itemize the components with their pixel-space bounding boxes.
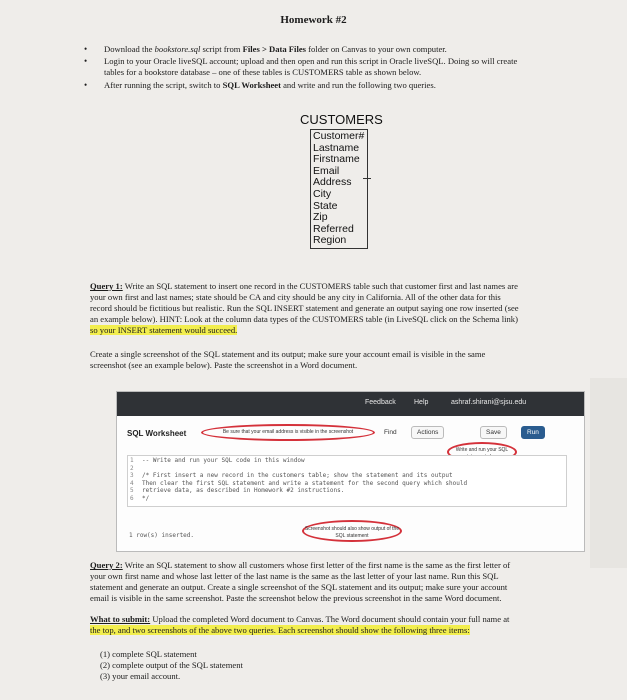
bullet-dot: • [84,44,88,54]
feedback-link[interactable]: Feedback [365,399,396,406]
code-line: Then clear the first SQL statement and write a statement for the second query which should [142,479,468,487]
annotation-oval-email: Be sure that your email address is visible in the screenshot [201,424,375,441]
field-lastname: Lastname [313,141,360,154]
query2-line2: your own first name and whose last letter of the last name is the same as the last letter of your last name. Run this SQL [90,571,499,581]
bullet-dot: • [84,80,88,90]
line-number: 5 [130,487,134,494]
field-state: State [313,199,338,212]
find-button[interactable]: Find [384,429,397,436]
bullet-dot: • [84,56,88,66]
save-button[interactable]: Save [480,426,507,439]
bullet-2-line2: tables for a bookstore database – one of these tables is CUSTOMERS table as shown below. [104,67,422,77]
submit-item-1: (1) complete SQL statement [100,649,197,659]
submit-item-2: (2) complete output of the SQL statement [100,660,243,670]
run-button[interactable]: Run [521,426,545,439]
code-line: /* First insert a new record in the customers table; show the statement and its output [142,472,453,479]
actions-dropdown[interactable]: Actions [411,426,444,439]
query1-para2-line1: Create a single screenshot of the SQL statement and its output; make sure your account email is visible in the same [90,349,486,359]
query1-line2: your own first and last names; state should be CA and city should be any city in California. All of the other data for this [90,292,501,302]
query1-para2-line2: screenshot (see an example below). Paste the screenshot in a Word document. [90,360,358,370]
submit-line1: What to submit: Upload the completed Word document to Canvas. The Word document should contain your full name at [90,614,510,624]
query2-line3: statement and generate an output. Create a single screenshot of the SQL statement and its output; make sure your account [90,582,508,592]
field-region: Region [313,234,347,247]
output-message: 1 row(s) inserted. [129,532,195,539]
query2-line1: Query 2: Write an SQL statement to show all customers whose first letter of the first name is the same as the first letter of [90,560,511,570]
line-number: 4 [130,479,134,487]
example-screenshot [117,392,584,551]
user-email[interactable]: ashraf.shirani@sjsu.edu [451,399,527,406]
photo-edge [590,378,627,568]
customers-table-title: CUSTOMERS [300,112,383,127]
bullet-3-text: After running the script, switch to SQL Worksheet and write and run the following two queries. [104,80,436,90]
query1-line4: an example below). HINT: Look at the column data types of the CUSTOMERS table (in LiveSQL click on the Schema link) [90,314,518,324]
bullet-1-text: Download the bookstore.sql script from Files > Data Files folder on Canvas to your own computer. [104,44,447,54]
help-link[interactable]: Help [414,399,429,406]
page-title: Homework #2 [280,14,347,26]
field-firstname: Firstname [313,153,360,166]
customers-table-fields [310,129,368,249]
code-line: -- Write and run your SQL code in this window [142,457,305,464]
field-email: Email [313,164,340,177]
line-number: 6 [130,494,134,502]
query1-line5: so your INSERT statement would succeed. [90,325,238,335]
field-referred: Referred [313,222,354,235]
query2-line4: email is visible in the same screenshot. Paste the screenshot below the previous screenshot in the same Word document. [90,593,502,603]
sql-editor[interactable] [127,455,567,507]
worksheet-title: SQL Worksheet [127,429,187,438]
query1-line3: record should be fictitious but realistic. Run the SQL INSERT statement and generate an output saying one row inserted (see [90,303,519,313]
line-number: 3 [130,472,134,479]
annotation-oval-output: Screenshot should also show output of the SQL statement [302,520,402,542]
line-number: 2 [130,464,134,472]
livesql-top-bar [117,392,584,416]
field-city: City [313,187,332,200]
bullet-2-line1: Login to your Oracle liveSQL account; upload and then open and run this script in Oracle liveSQL. Doing so will create [104,56,518,66]
customers-table-diagram [300,112,390,249]
code-line: retrieve data, as described in Homework #2 instructions. [142,487,345,494]
field-zip: Zip [313,211,328,224]
code-line: */ [142,494,150,502]
relationship-line [363,178,371,179]
submit-item-3: (3) your email account. [100,671,181,681]
submit-line2: the top, and two screenshots of the above two queries. Each screenshot should show the following three items: [90,625,470,635]
field-address: Address [313,176,352,189]
query1-line1: Query 1: Write an SQL statement to insert one record in the CUSTOMERS table such that customer first and last names are [90,281,518,291]
line-number: 1 [130,457,134,464]
annotation-oval-write: Write and run your SQL [447,442,517,462]
field-customer-number: Customer# [313,130,365,142]
